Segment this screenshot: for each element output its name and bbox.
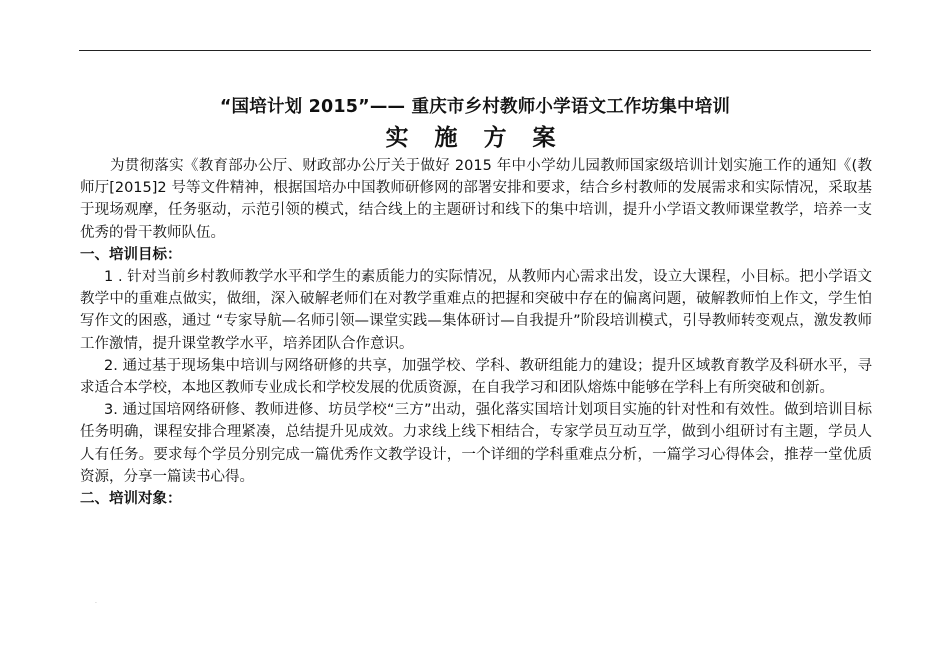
goal-item-2: 2. 通过基于现场集中培训与网络研修的共享，加强学校、学科、教研组能力的建设；提升区域教育教学及科研水平，寻求适合本学校，本地区教师专业成长和学校发展的优质资源，在自我学习和团队熔炼中能够在学科上有所突破和创新。 (80, 357, 872, 397)
document-subtitle: 实 施 方 案 (385, 125, 565, 151)
document-title: “国培计划 2015”—— 重庆市乡村教师小学语文工作坊集中培训 (219, 97, 731, 117)
goal-item-3: 3. 通过国培网络研修、教师进修、坊员学校“三方”出动，强化落实国培计划项目实施的针对性和有效性。做到培训目标任务明确，课程安排合理紧凑，总结提升见成效。力求线上线下相结合，专家学员互动互学，做到小组研讨有主题，学员人人有任务。要求每个学员分别完成一篇优秀作文教学设计，一个详细的学科重难点分析，一篇学习心得体会，推荐一堂优质资源，分享一篇读书心得。 (80, 402, 872, 485)
section-heading-audience: 二、培训对象： (80, 491, 182, 508)
page-mark: · (95, 600, 97, 607)
document-body (80, 155, 872, 510)
goal-item-1: 1 . 针对当前乡村教师教学水平和学生的素质能力的实际情况，从教师内心需求出发，设立大课程，小目标。把小学语文教学中的重难点做实，做细，深入破解老师们在对教学重难点的把握和突破中存在的偏离问题，破解教师怕上作文，学生怕写作文的困惑，通过 “专家导航—名师引领—课堂实践—集体研讨—自我提升”阶段培训模式，引导教师转变观点，激发教师工作激情，提升课堂教学水平，培养团队合作意识。 (80, 269, 872, 352)
intro-paragraph: 为贯彻落实《教育部办公厅、财政部办公厅关于做好 2015 年中小学幼儿园教师国家级培训计划实施工作的通知《(教师厅[2015]2 号等文件精神，根据国培办中国教师研修网的部署安排和要求，结合乡村教师的发展需求和实际情况，采取基于现场观摩，任务驱动，示范引领的模式，结合线上的主题研讨和线下的集中培训，提升小学语文教师课堂教学，培养一支优秀的骨干教师队伍。 (80, 158, 872, 241)
header-rule (79, 50, 871, 51)
section-heading-goals: 一、培训目标： (80, 246, 182, 263)
